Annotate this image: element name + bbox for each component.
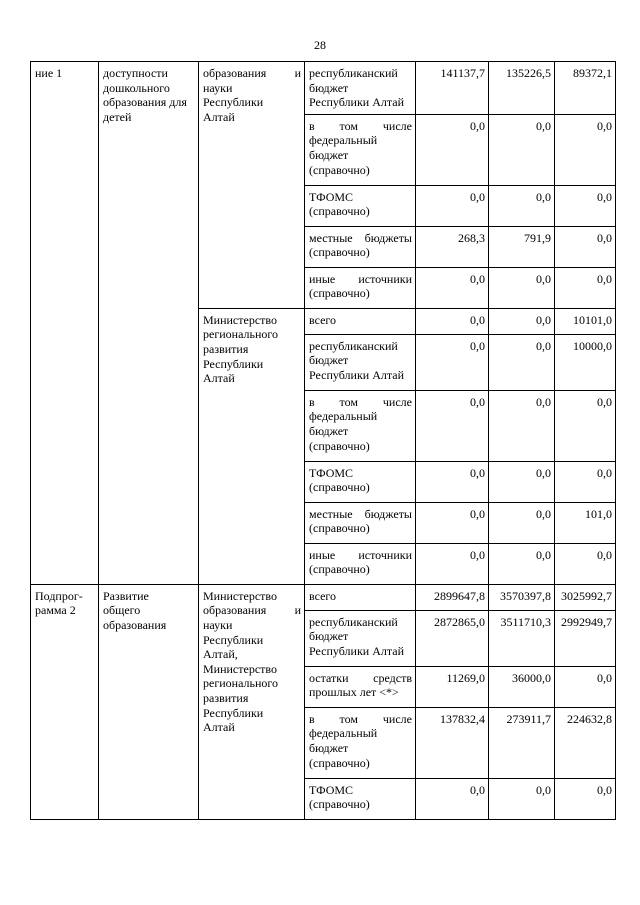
value-cell: 2872865,0 bbox=[416, 610, 489, 666]
source-line: федеральный bbox=[309, 726, 378, 741]
executor-line: науки bbox=[203, 617, 233, 632]
executor-line: Республики bbox=[203, 95, 264, 110]
program-code-cell bbox=[31, 584, 99, 819]
executor-line: Министерство bbox=[203, 588, 277, 603]
source-cell bbox=[305, 308, 416, 334]
value-cell: 0,0 bbox=[555, 226, 616, 267]
source-line: (справочно) bbox=[309, 755, 370, 770]
value-cell: 10000,0 bbox=[555, 334, 616, 390]
value-cell: 0,0 bbox=[416, 778, 489, 819]
program-code-line: рамма 2 bbox=[35, 603, 76, 618]
source-line: ТФОМС bbox=[309, 782, 354, 797]
source-line: (справочно) bbox=[309, 286, 370, 301]
value-cell: 0,0 bbox=[489, 185, 555, 226]
value-cell: 0,0 bbox=[416, 185, 489, 226]
table-row bbox=[31, 584, 616, 610]
program-name-cell bbox=[99, 584, 199, 819]
source-cell bbox=[305, 267, 416, 308]
source-line: (справочно) bbox=[309, 480, 370, 495]
executor-line: развития bbox=[203, 690, 249, 705]
source-line: бюджет bbox=[309, 423, 349, 438]
value-cell: 224632,8 bbox=[555, 707, 616, 778]
source-cell bbox=[305, 185, 416, 226]
source-line: (справочно) bbox=[309, 438, 370, 453]
value-cell: 0,0 bbox=[416, 543, 489, 584]
executor-line: образования и bbox=[203, 66, 301, 80]
value-cell: 141137,7 bbox=[416, 62, 489, 115]
source-line: (справочно) bbox=[309, 562, 370, 577]
value-cell: 0,0 bbox=[489, 778, 555, 819]
value-cell: 0,0 bbox=[416, 502, 489, 543]
source-line: (справочно) bbox=[309, 204, 370, 219]
value-cell: 0,0 bbox=[416, 390, 489, 461]
source-line: всего bbox=[309, 312, 337, 327]
value-cell: 0,0 bbox=[489, 461, 555, 502]
executor-line: Республики bbox=[203, 632, 264, 647]
source-cell bbox=[305, 390, 416, 461]
value-cell: 11269,0 bbox=[416, 666, 489, 707]
value-cell: 0,0 bbox=[555, 390, 616, 461]
executor-line: Республики bbox=[203, 356, 264, 371]
source-line: Республики Алтай bbox=[309, 643, 404, 658]
source-cell bbox=[305, 502, 416, 543]
value-cell: 0,0 bbox=[555, 543, 616, 584]
value-cell: 791,9 bbox=[489, 226, 555, 267]
source-line: (справочно) bbox=[309, 521, 370, 536]
source-line: бюджет bbox=[309, 353, 349, 368]
program-name-line: общего bbox=[103, 603, 141, 618]
value-cell: 0,0 bbox=[555, 778, 616, 819]
source-line: ТФОМС bbox=[309, 189, 354, 204]
executor-line: Республики bbox=[203, 705, 264, 720]
source-line: республиканский bbox=[309, 338, 398, 353]
budget-table bbox=[30, 61, 616, 820]
source-cell bbox=[305, 707, 416, 778]
value-cell: 268,3 bbox=[416, 226, 489, 267]
value-cell: 36000,0 bbox=[489, 666, 555, 707]
value-cell: 135226,5 bbox=[489, 62, 555, 115]
executor-line: Алтай bbox=[203, 109, 235, 124]
source-line: местные бюджеты bbox=[309, 506, 412, 521]
source-line: (справочно) bbox=[309, 162, 370, 177]
source-line: бюджет bbox=[309, 80, 349, 95]
executor-line: регионального bbox=[203, 327, 279, 342]
source-cell bbox=[305, 334, 416, 390]
source-line: республиканский bbox=[309, 66, 398, 80]
executor-line: регионального bbox=[203, 676, 279, 691]
source-line: местные бюджеты bbox=[309, 230, 412, 245]
source-line: всего bbox=[309, 588, 337, 603]
source-cell bbox=[305, 666, 416, 707]
source-cell bbox=[305, 62, 416, 115]
executor-line: Министерство bbox=[203, 661, 277, 676]
source-cell bbox=[305, 226, 416, 267]
value-cell: 0,0 bbox=[555, 267, 616, 308]
value-cell: 0,0 bbox=[555, 114, 616, 185]
source-cell bbox=[305, 778, 416, 819]
value-cell: 0,0 bbox=[555, 666, 616, 707]
value-cell: 273911,7 bbox=[489, 707, 555, 778]
source-line: иные источники bbox=[309, 547, 412, 562]
value-cell: 3025992,7 bbox=[555, 584, 616, 610]
source-cell bbox=[305, 584, 416, 610]
source-line: федеральный bbox=[309, 133, 378, 148]
program-code-cell: ние 1 bbox=[31, 62, 99, 585]
value-cell: 2992949,7 bbox=[555, 610, 616, 666]
value-cell: 0,0 bbox=[555, 185, 616, 226]
value-cell: 0,0 bbox=[489, 114, 555, 185]
executor-cell bbox=[199, 62, 305, 309]
source-line: в том числе bbox=[309, 118, 412, 133]
source-cell bbox=[305, 543, 416, 584]
source-line: Республики Алтай bbox=[309, 367, 404, 382]
page-number: 28 bbox=[314, 38, 326, 52]
source-cell bbox=[305, 461, 416, 502]
value-cell: 0,0 bbox=[416, 308, 489, 334]
executor-line: Алтай bbox=[203, 371, 235, 386]
executor-line: развития bbox=[203, 341, 249, 356]
value-cell: 0,0 bbox=[416, 114, 489, 185]
value-cell: 101,0 bbox=[555, 502, 616, 543]
program-code-line: Подпрог- bbox=[35, 588, 83, 603]
source-line: иные источники bbox=[309, 271, 412, 286]
value-cell: 0,0 bbox=[416, 461, 489, 502]
source-line: в том числе bbox=[309, 394, 412, 409]
value-cell: 0,0 bbox=[489, 502, 555, 543]
program-name-line: Развитие bbox=[103, 588, 149, 603]
source-line: бюджет bbox=[309, 740, 349, 755]
source-line: бюджет bbox=[309, 629, 349, 644]
value-cell: 10101,0 bbox=[555, 308, 616, 334]
value-cell: 0,0 bbox=[416, 334, 489, 390]
value-cell: 137832,4 bbox=[416, 707, 489, 778]
executor-line: Алтай, bbox=[203, 647, 238, 662]
value-cell: 0,0 bbox=[489, 390, 555, 461]
value-cell: 89372,1 bbox=[555, 62, 616, 115]
table-row bbox=[31, 62, 616, 115]
source-line: прошлых лет <*> bbox=[309, 685, 399, 700]
program-name-line: образования bbox=[103, 617, 167, 632]
value-cell: 0,0 bbox=[489, 267, 555, 308]
executor-line: Министерство bbox=[203, 312, 277, 327]
value-cell: 0,0 bbox=[489, 334, 555, 390]
value-cell: 2899647,8 bbox=[416, 584, 489, 610]
executor-line: образования и bbox=[203, 603, 301, 618]
value-cell: 0,0 bbox=[416, 267, 489, 308]
executor-cell bbox=[199, 308, 305, 584]
executor-line: науки bbox=[203, 80, 233, 95]
value-cell: 0,0 bbox=[489, 543, 555, 584]
source-line: остатки средств bbox=[309, 670, 412, 685]
value-cell: 3570397,8 bbox=[489, 584, 555, 610]
executor-cell bbox=[199, 584, 305, 819]
source-line: бюджет bbox=[309, 147, 349, 162]
source-line: (справочно) bbox=[309, 797, 370, 812]
value-cell: 0,0 bbox=[489, 308, 555, 334]
value-cell: 0,0 bbox=[555, 461, 616, 502]
executor-line: Алтай bbox=[203, 720, 235, 735]
source-cell bbox=[305, 610, 416, 666]
source-line: (справочно) bbox=[309, 245, 370, 260]
program-name-cell: доступности дошкольного образования для детей bbox=[99, 62, 199, 585]
source-cell bbox=[305, 114, 416, 185]
source-line: республиканский bbox=[309, 614, 398, 629]
source-line: ТФОМС bbox=[309, 465, 354, 480]
source-line: в том числе bbox=[309, 711, 412, 726]
source-line: федеральный bbox=[309, 409, 378, 424]
source-line: Республики Алтай bbox=[309, 95, 404, 110]
value-cell: 3511710,3 bbox=[489, 610, 555, 666]
